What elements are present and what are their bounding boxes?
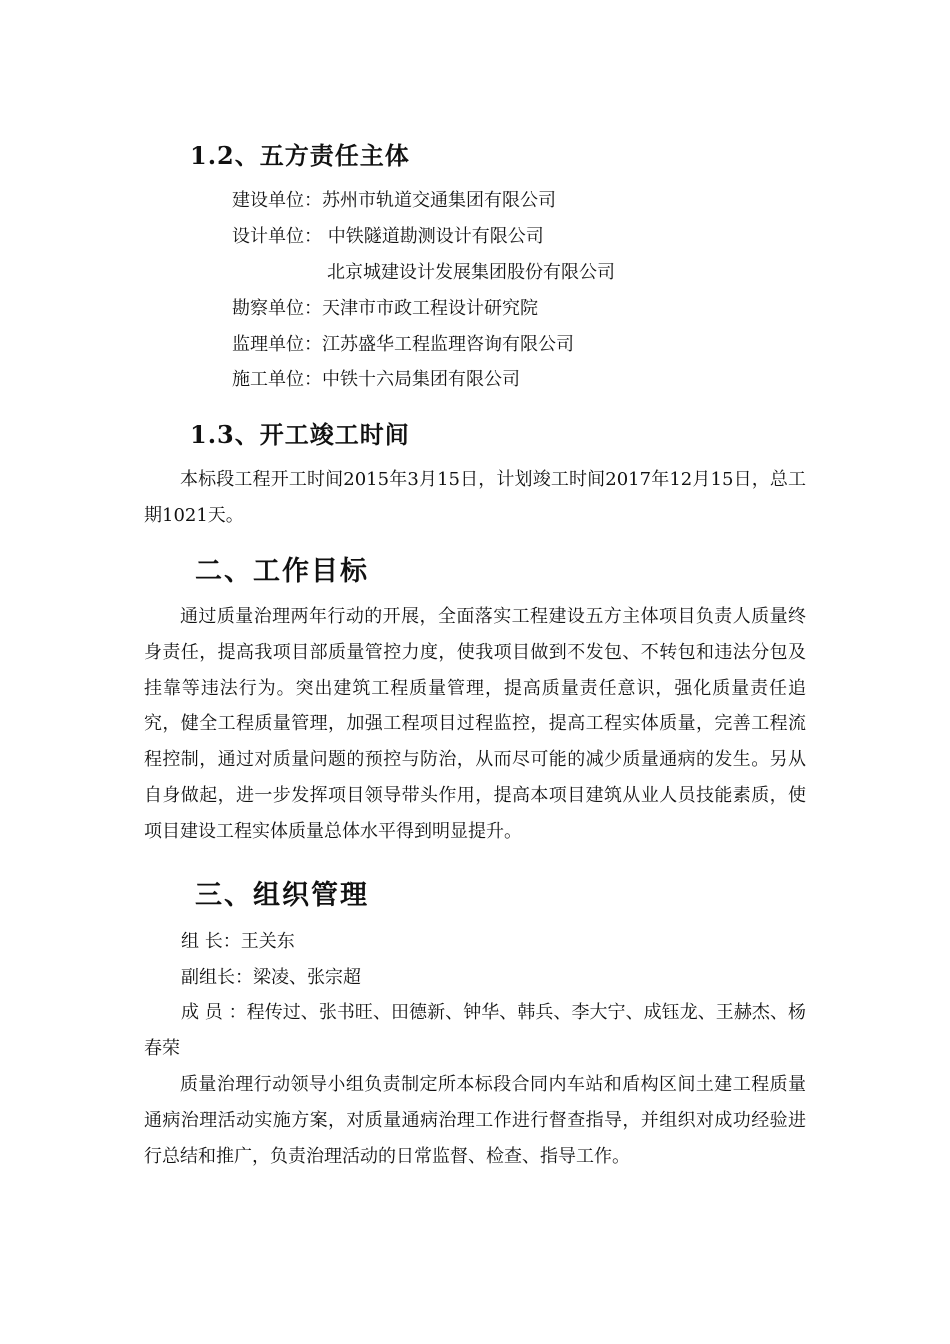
section-3-heading: 三、组织管理 <box>195 880 369 911</box>
design-unit-line-2: 北京城建设计发展集团股份有限公司 <box>327 262 615 283</box>
schedule-paragraph: 本标段工程开工时间2015年3月15日，计划竣工时间2017年12月15日，总工期1021天。 <box>144 469 806 526</box>
section-1-2-heading: 1.2、五方责任主体 <box>190 141 410 170</box>
work-goals-paragraph: 通过质量治理两年行动的开展，全面落实工程建设五方主体项目负责人质量终身责任，提高我项目部质量管控力度，使我项目做到不发包、不转包和违法分包及挂靠等违法行为。突出建筑工程质量管理，提高质量责任意识，强化质量责任追究，健全工程质量管理，加强工程项目过程监控，提高工程实体质量，完善工程流程控制，通过对质量问题的预控与防治，从而尽可能的减少质量通病的发生。另从自身做起，进一步发挥项目领导带头作用，提高本项目建筑从业人员技能素质，使项目建设工程实体质量总体水平得到明显提升。 <box>144 606 806 842</box>
section-1-3-heading: 1.3、开工竣工时间 <box>190 420 410 449</box>
members-paragraph: 成 员 ：程传过、张书旺、田德新、钟华、韩兵、李大宁、成钰龙、王赫杰、杨春荣 <box>144 1002 806 1059</box>
supervision-unit-line: 监理单位：江苏盛华工程监理咨询有限公司 <box>232 334 574 355</box>
construction-unit-line: 建设单位：苏州市轨道交通集团有限公司 <box>232 190 556 211</box>
survey-unit-line: 勘察单位：天津市市政工程设计研究院 <box>232 298 538 319</box>
responsibility-paragraph: 质量治理行动领导小组负责制定所本标段合同内车站和盾构区间土建工程质量通病治理活动实施方案，对质量通病治理工作进行督查指导，并组织对成功经验进行总结和推广，负责治理活动的日常监督、检查、指导工作。 <box>144 1074 806 1167</box>
deputy-leader-line: 副组长：梁凌、张宗超 <box>181 967 361 988</box>
design-unit-line: 设计单位： 中铁隧道勘测设计有限公司 <box>232 226 544 247</box>
group-leader-line: 组 长：王关东 <box>181 931 295 952</box>
section-2-heading: 二、工作目标 <box>195 556 369 587</box>
contractor-unit-line: 施工单位：中铁十六局集团有限公司 <box>232 369 520 390</box>
